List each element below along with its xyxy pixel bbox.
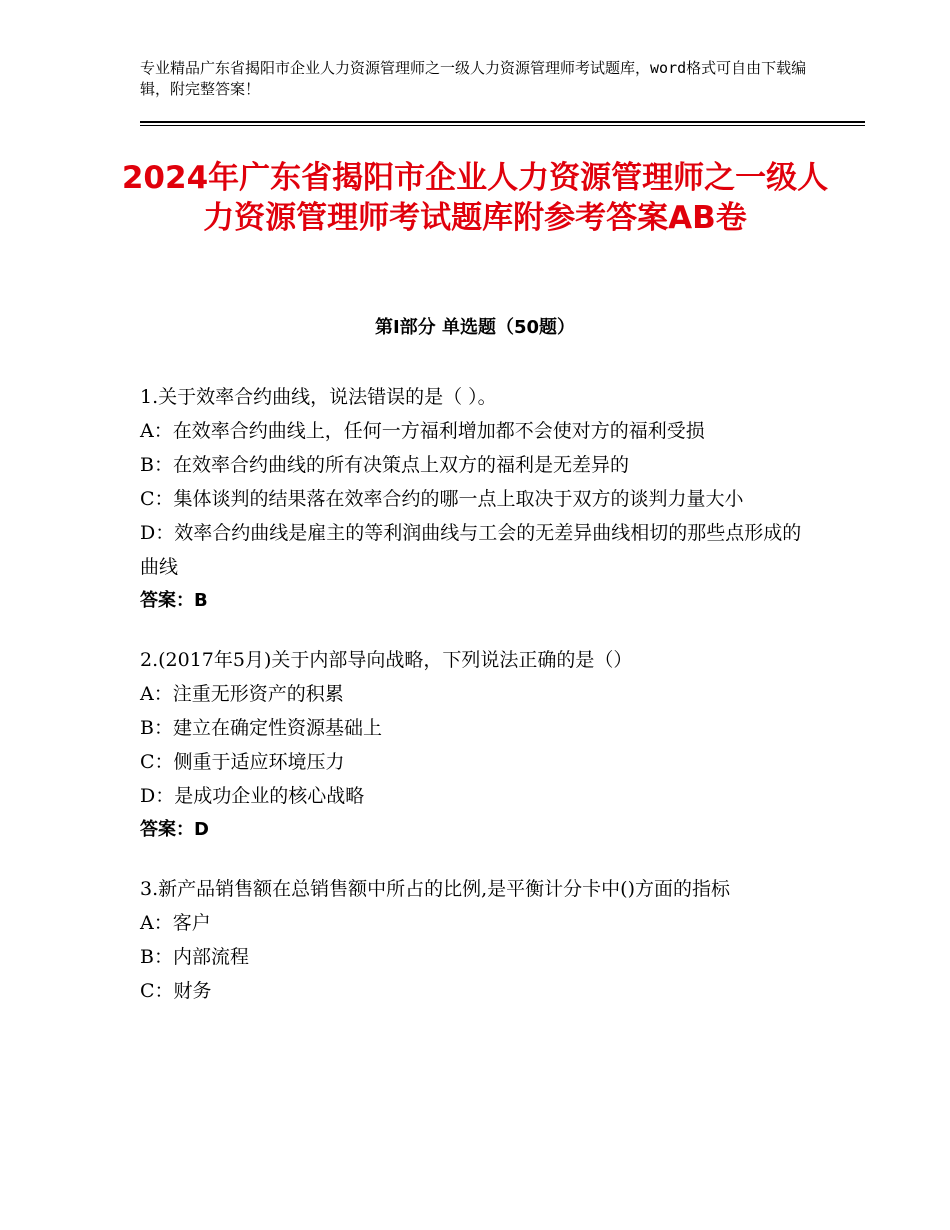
- option-a: A：在效率合约曲线上，任何一方福利增加都不会使对方的福利受损: [140, 420, 705, 442]
- question-2: [140, 643, 810, 847]
- question-stem: 3.新产品销售额在总销售额中所占的比例,是平衡计分卡中()方面的指标: [140, 878, 730, 900]
- option-a: A：注重无形资产的积累: [140, 683, 344, 705]
- question-stem: 1.关于效率合约曲线，说法错误的是（ ）。: [140, 386, 497, 408]
- option-b: B：在效率合约曲线的所有决策点上双方的福利是无差异的: [140, 454, 629, 476]
- option-d: D：效率合约曲线是雇主的等利润曲线与工会的无差异曲线相切的那些点形成的曲线: [140, 522, 802, 578]
- option-b: B：内部流程: [140, 946, 249, 968]
- question-stem: 2.(2017年5月)关于内部导向战略，下列说法正确的是（）: [140, 649, 633, 671]
- header-note: 专业精品广东省揭阳市企业人力资源管理师之一级人力资源管理师考试题库，word格式可自由下载编辑，附完整答案！: [140, 59, 807, 98]
- option-a: A：客户: [140, 912, 211, 934]
- answer-line: 答案：B: [140, 590, 208, 611]
- section-title: 第Ⅰ部分 单选题（50题）: [374, 317, 575, 338]
- option-c: C：财务: [140, 980, 212, 1002]
- question-3: [140, 872, 810, 1008]
- header-divider-thin: [140, 125, 865, 126]
- option-c: C：侧重于适应环境压力: [140, 751, 345, 773]
- option-d: D：是成功企业的核心战略: [140, 785, 365, 807]
- header-divider: [140, 121, 865, 126]
- header-divider-thick: [140, 121, 865, 123]
- question-list: [140, 380, 810, 1033]
- document-title: 2024年广东省揭阳市企业人力资源管理师之一级人力资源管理师考试题库附参考答案AB卷: [121, 160, 829, 236]
- option-b: B：建立在确定性资源基础上: [140, 717, 382, 739]
- option-c: C：集体谈判的结果落在效率合约的哪一点上取决于双方的谈判力量大小: [140, 488, 744, 510]
- question-1: [140, 380, 810, 618]
- answer-line: 答案：D: [140, 819, 209, 840]
